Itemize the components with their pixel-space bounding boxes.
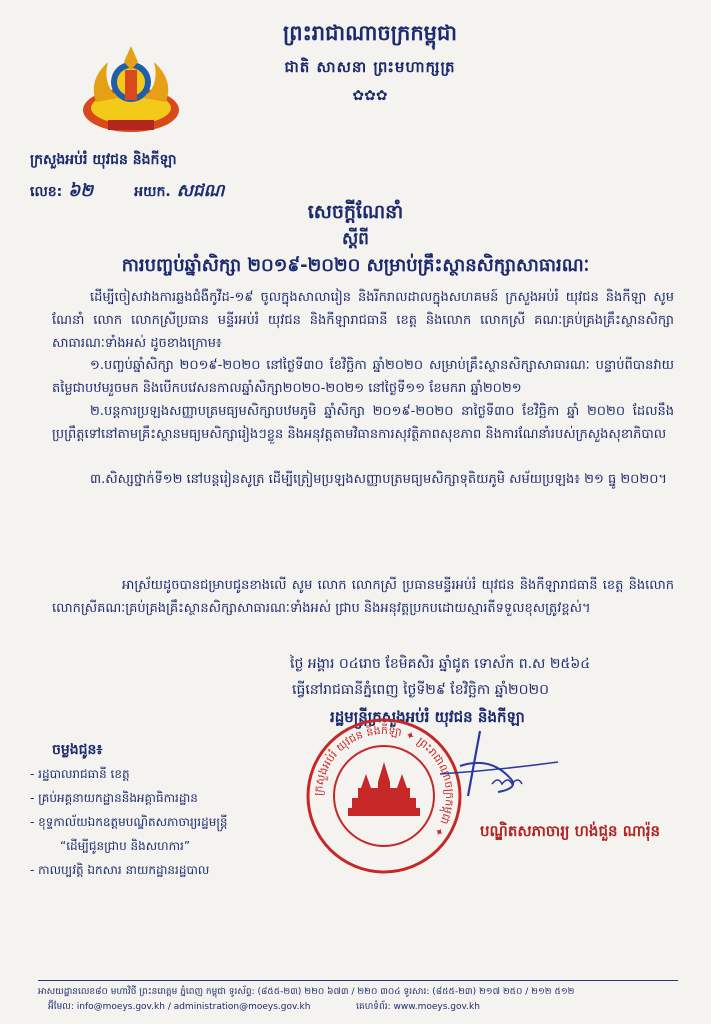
website-label: គេហទំព័រ: bbox=[356, 1002, 391, 1012]
document-subject: ការបញ្ចប់ឆ្នាំសិក្សា ២០១៩-២០២០ សម្រាប់គ្រឹះស្ថានសិក្សាសាធារណៈ bbox=[121, 255, 590, 276]
paragraph-item-1: ១.បញ្ចប់ឆ្នាំសិក្សា ២០១៩-២០២០ នៅថ្ងៃទី៣០ ខែវិច្ឆិកា ឆ្នាំ២០២០ សម្រាប់គ្រឹះស្ថានសិក្សាសាធារណៈ បន្ទាប់ពីបានវាយតម្លៃជាបឋមរួចមក និងបើកបវេសនកាលឆ្នាំសិក្សា២០២០-២០២១ នៅថ្ងៃទី១១ ខែមករា ឆ្នាំ២០២១ bbox=[52, 358, 674, 396]
ref-number: ៦២ bbox=[68, 181, 94, 201]
footer-address: អាសយដ្ឋានលេខ៨០ មហាវិថី ព្រះនរោត្តម ភ្នំពេញ កម្ពុជា ទូរស័ព្ទ: (៨៥៥-២៣) ២២០ ៦៧៣ / ២២០ ៣០៤ ទូរសារ: (៨៥៥-២៣) ២១៧ ២៥០ / ២១២ ៥១២ bbox=[38, 987, 575, 997]
website-link[interactable]: www.moeys.gov.kh bbox=[393, 1002, 480, 1012]
paragraph-item-2: ២.បន្តការប្រឡងសញ្ញាបត្រមធ្យមសិក្សាបឋមភូមិ ឆ្នាំសិក្សា ២០១៩-២០២០ នាថ្ងៃទី៣០ ខែវិច្ឆិកា ឆ្នាំ ២០២០ ដែលនឹងប្រព្រឹត្តទៅនៅតាមគ្រឹះស្ថានមធ្យមសិក្សារៀងៗខ្លួន និងអនុវត្តតាមវិធានការសុវត្ថិភាពសុខភាព និងការណែនាំរបស់ក្រសួងសុខាភិបាល bbox=[52, 404, 674, 442]
letterhead-footer bbox=[38, 980, 678, 1015]
list-item: “ដើម្បីជូនជ្រាប និងសហការ” bbox=[60, 839, 191, 853]
handwritten-signature bbox=[380, 726, 570, 806]
national-motto: ជាតិ សាសនា ព្រះមហាក្សត្រ bbox=[284, 58, 456, 76]
seal-ring-text: ក្រសួងអប់រំ យុវជន និងកីឡា ✦ ព្រះរាជាណាចក្រកម្ពុជា ✦ bbox=[311, 723, 457, 840]
ref-label: លេខ: bbox=[30, 184, 63, 200]
paragraph-item-3: ៣.សិស្សថ្នាក់ទី១២ នៅបន្តរៀនសូត្រ ដើម្បីត្រៀមប្រឡងសញ្ញាបត្រមធ្យមសិក្សាទុតិយភូមិ សម័យប្រឡង៖ ២១ ធ្នូ ២០២០។ bbox=[90, 472, 667, 487]
cc-list bbox=[30, 762, 228, 882]
ministry-name: ក្រសួងអប់រំ យុវជន និងកីឡា bbox=[30, 152, 177, 168]
cc-heading: ចម្លងជូន៖ bbox=[52, 742, 103, 758]
ministry-emblem-logo bbox=[78, 40, 184, 140]
solar-date: ធ្វើនៅរាជធានីភ្នំពេញ ថ្ងៃទី២៩ ខែវិច្ឆិកា ឆ្នាំ២០២០ bbox=[292, 682, 550, 698]
list-item: - ខុទ្ទកាល័យឯកឧត្តមបណ្ឌិតសភាចារ្យរដ្ឋមន្ត្រី bbox=[30, 815, 228, 829]
ornament-divider: ✿✿✿ bbox=[352, 88, 388, 104]
document-title: សេចក្តីណែនាំ bbox=[307, 201, 404, 223]
paragraph-closing: អាស្រ័យដូចបានជម្រាបជូនខាងលើ សូម លោក លោកស្រី ប្រធានមន្ទីរអប់រំ យុវជន និងកីឡារាជធានី ខេត្ត និងលោក លោកស្រីគណៈគ្រប់គ្រងគ្រឹះស្ថានសិក្សាសាធារណៈទាំងអស់ ជ្រាប និងអនុវត្តប្រកបដោយស្មារតីទទួលខុសត្រូវខ្ពស់។ bbox=[52, 578, 674, 616]
signer-name: បណ្ឌិតសភាចារ្យ ហង់ជួន ណារ៉ុន bbox=[480, 822, 661, 840]
lunar-date: ថ្ងៃ អង្គារ ០៤រោច ខែមិគសិរ ឆ្នាំជូត ទោស័ក ព.ស ២៥៦៤ bbox=[290, 656, 591, 672]
signer-title: រដ្ឋមន្ត្រីក្រសួងអប់រំ យុវជន និងកីឡា bbox=[330, 708, 525, 726]
kingdom-heading: ព្រះរាជាណាចក្រកម្ពុជា bbox=[282, 21, 457, 45]
title-about: ស្តីពី bbox=[342, 229, 369, 249]
paragraph-intro: ដើម្បីចៀសវាងការឆ្លងជំងឺកូវីដ-១៩ ចូលក្នុងសាលារៀន និងរីករាលដាលក្នុងសហគមន៍ ក្រសួងអប់រំ យុវជន និងកីឡា សូមណែនាំ លោក លោកស្រីប្រធាន មន្ទីរអប់រំ យុវជន និងកីឡារាជធានី ខេត្ត និងលោក លោកស្រី គណៈគ្រប់គ្រងគ្រឹះស្ថានសិក្សាសាធារណៈទាំងអស់ ដូចខាងក្រោម៖ bbox=[52, 290, 674, 351]
list-item: - កាលប្បវត្តិ ឯកសារ នាយកដ្ឋានរដ្ឋបាល bbox=[30, 863, 210, 877]
ref-code-label: អយក. bbox=[134, 184, 171, 200]
ref-code-value: សជណ bbox=[176, 181, 225, 201]
list-item: - គ្រប់អគ្គនាយកដ្ឋាននិងអគ្គាធិការដ្ឋាន bbox=[30, 791, 198, 805]
footer-contact bbox=[38, 1000, 678, 1015]
email-link[interactable]: info@moeys.gov.kh / administration@moeys.gov.kh bbox=[76, 1002, 311, 1012]
email-label: អ៊ីមែល: bbox=[48, 1002, 74, 1012]
list-item: - រដ្ឋបាលរាជធានី ខេត្ត bbox=[30, 767, 130, 781]
